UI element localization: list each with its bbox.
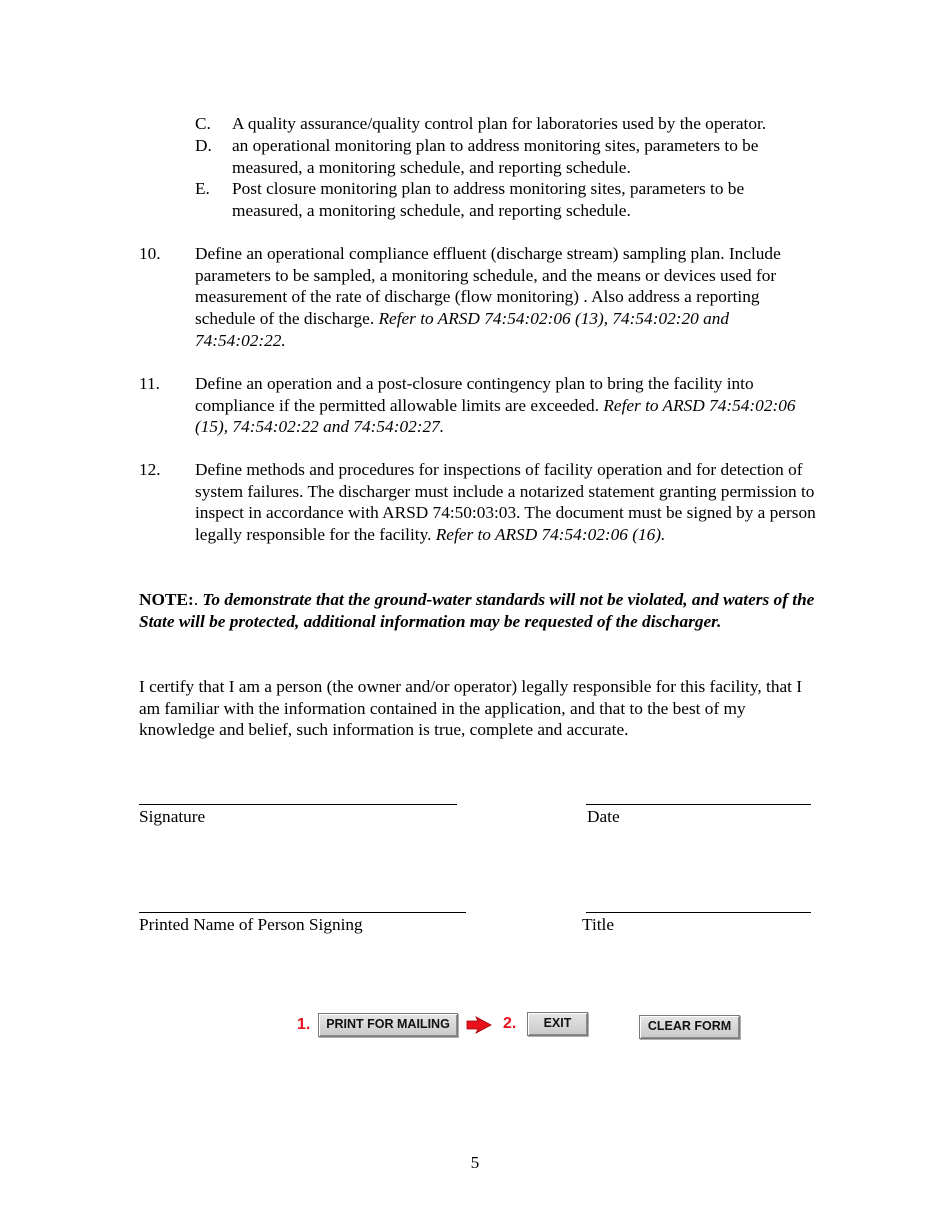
clear-form-button[interactable]: CLEAR FORM: [639, 1015, 740, 1039]
subitem-text-continued: measured, a monitoring schedule, and reporting schedule.: [232, 157, 631, 177]
date-line[interactable]: [586, 804, 811, 805]
item-reference: Refer to ARSD 74:54:02:06 (16).: [435, 525, 666, 545]
step-2-label: 2.: [503, 1015, 517, 1032]
subitem-text-continued: measured, a monitoring schedule, and reporting schedule.: [232, 200, 631, 220]
exit-button[interactable]: EXIT: [527, 1012, 588, 1036]
title-label: Title: [582, 915, 615, 934]
subitem-text: an operational monitoring plan to address monitoring sites, parameters to be: [232, 136, 759, 155]
item-number: 12.: [139, 460, 161, 479]
title-line[interactable]: [586, 912, 811, 913]
item-reference: Refer to ARSD 74:54:02:06 (13), 74:54:02:20 and 74:54:02:22.: [195, 309, 730, 350]
item-11: [139, 373, 819, 438]
page-number: 5: [470, 1153, 480, 1172]
arrow-right-icon: [466, 1016, 492, 1034]
subitem-letter: D.: [195, 136, 212, 155]
item-reference: Refer to ARSD 74:54:02:06 (15), 74:54:02:22 and 74:54:02:27.: [195, 395, 796, 437]
item-number: 10.: [139, 244, 161, 263]
subitem-d: [195, 135, 835, 178]
item-text: [195, 243, 819, 352]
step-1-label: 1.: [297, 1016, 311, 1033]
item-text: [195, 459, 819, 546]
item-body: Define an operation and a post-closure contingency plan to bring the facility into compliance if the permitted allowable limits are exceeded.: [195, 374, 754, 415]
subitem-text: Post closure monitoring plan to address monitoring sites, parameters to be: [232, 179, 745, 198]
certification-statement: I certify that I am a person (the owner and/or operator) legally responsible for this facility, that I am familiar with the information contained in the application, and that to the best of my knowledge and belief, such information is true, complete and accurate.: [139, 677, 803, 740]
item-12: [139, 459, 819, 546]
printed-name-line[interactable]: [139, 912, 466, 913]
note: [139, 589, 819, 632]
item-body: Define an operational compliance effluent (discharge stream) sampling plan. Include parameters to be sampled, a monitoring schedule, and the means or devices used for measurement of the rate of discharge (flow monitoring) . Also address a reporting schedule of the discharge.: [195, 244, 781, 329]
signature-label: Signature: [139, 807, 206, 826]
subitem-e: [195, 178, 835, 221]
item-body: Define methods and procedures for inspections of facility operation and for detection of system failures. The discharger must include a notarized statement granting permission to inspect in accordance with ARSD 74:50:03:03. The document must be signed by a person legally responsible for the facility.: [195, 460, 816, 545]
print-for-mailing-button[interactable]: PRINT FOR MAILING: [318, 1013, 458, 1037]
printed-name-label: Printed Name of Person Signing: [139, 915, 363, 934]
signature-line[interactable]: [139, 804, 457, 805]
item-10: [139, 243, 819, 352]
note-separator: .: [193, 590, 199, 609]
subitem-text: A quality assurance/quality control plan for laboratories used by the operator.: [232, 114, 767, 133]
subitem-letter: E.: [195, 179, 210, 198]
item-number: 11.: [139, 374, 160, 393]
subitem-c: [195, 113, 835, 135]
note-text: To demonstrate that the ground-water standards will not be violated, and waters of the State will be protected, additional information may be requested of the discharger.: [139, 590, 815, 631]
note-label: NOTE:: [139, 590, 194, 609]
item-text: [195, 373, 819, 438]
subitem-letter: C.: [195, 114, 211, 133]
date-label: Date: [587, 807, 620, 826]
